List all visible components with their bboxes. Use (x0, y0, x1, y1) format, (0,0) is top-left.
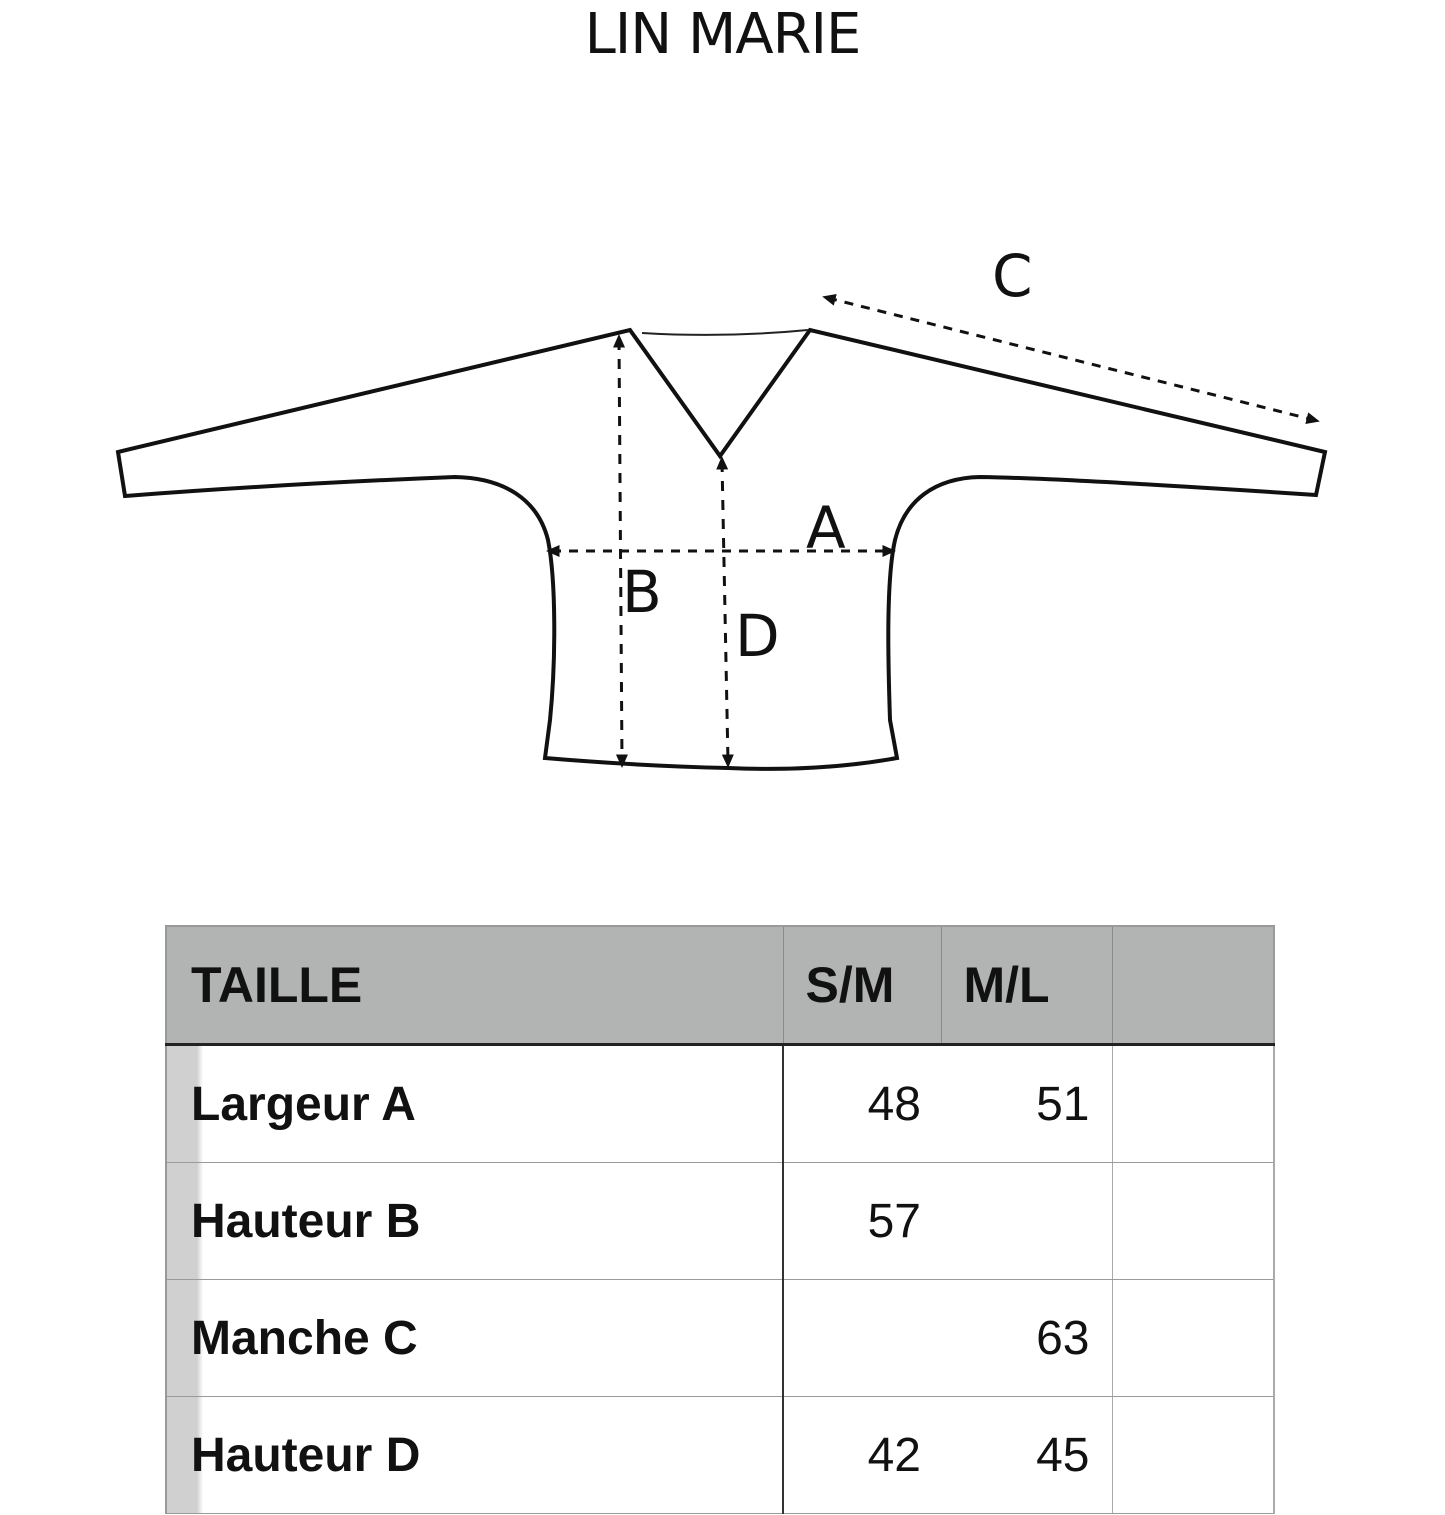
table-row (166, 1280, 1274, 1397)
header-sm: S/M (783, 926, 941, 1045)
cell-sm: 42 (783, 1397, 941, 1514)
cell-ml (941, 1163, 1112, 1280)
row-label: Hauteur D (166, 1397, 783, 1514)
cell-sm: 57 (783, 1163, 941, 1280)
cell-sm: 48 (783, 1045, 941, 1163)
dimension-b-label: B (622, 558, 662, 626)
cell-ml: 51 (941, 1045, 1112, 1163)
header-taille: TAILLE (166, 926, 783, 1045)
dimension-d-line (722, 462, 728, 762)
cell-sm (783, 1280, 941, 1397)
garment-outline (118, 330, 1325, 769)
size-table (165, 925, 1275, 1514)
dimension-c-label: C (992, 242, 1033, 310)
table-row (166, 1045, 1274, 1163)
cell-empty (1112, 1163, 1274, 1280)
row-label: Hauteur B (166, 1163, 783, 1280)
table-header-row (166, 926, 1274, 1045)
table-row (166, 1163, 1274, 1280)
neckline (642, 330, 808, 335)
cell-empty (1112, 1280, 1274, 1397)
header-ml: M/L (941, 926, 1112, 1045)
dimension-b-line (619, 340, 622, 762)
header-empty (1112, 926, 1274, 1045)
cell-ml: 63 (941, 1280, 1112, 1397)
cell-empty (1112, 1045, 1274, 1163)
dimension-d-label: D (735, 602, 780, 670)
page-title: LIN MARIE (584, 2, 861, 67)
row-label: Largeur A (166, 1045, 783, 1163)
row-label: Manche C (166, 1280, 783, 1397)
table-row (166, 1397, 1274, 1514)
cell-ml: 45 (941, 1397, 1112, 1514)
dimension-c-line (828, 298, 1314, 420)
dimension-a-label: A (806, 494, 846, 562)
cell-empty (1112, 1397, 1274, 1514)
